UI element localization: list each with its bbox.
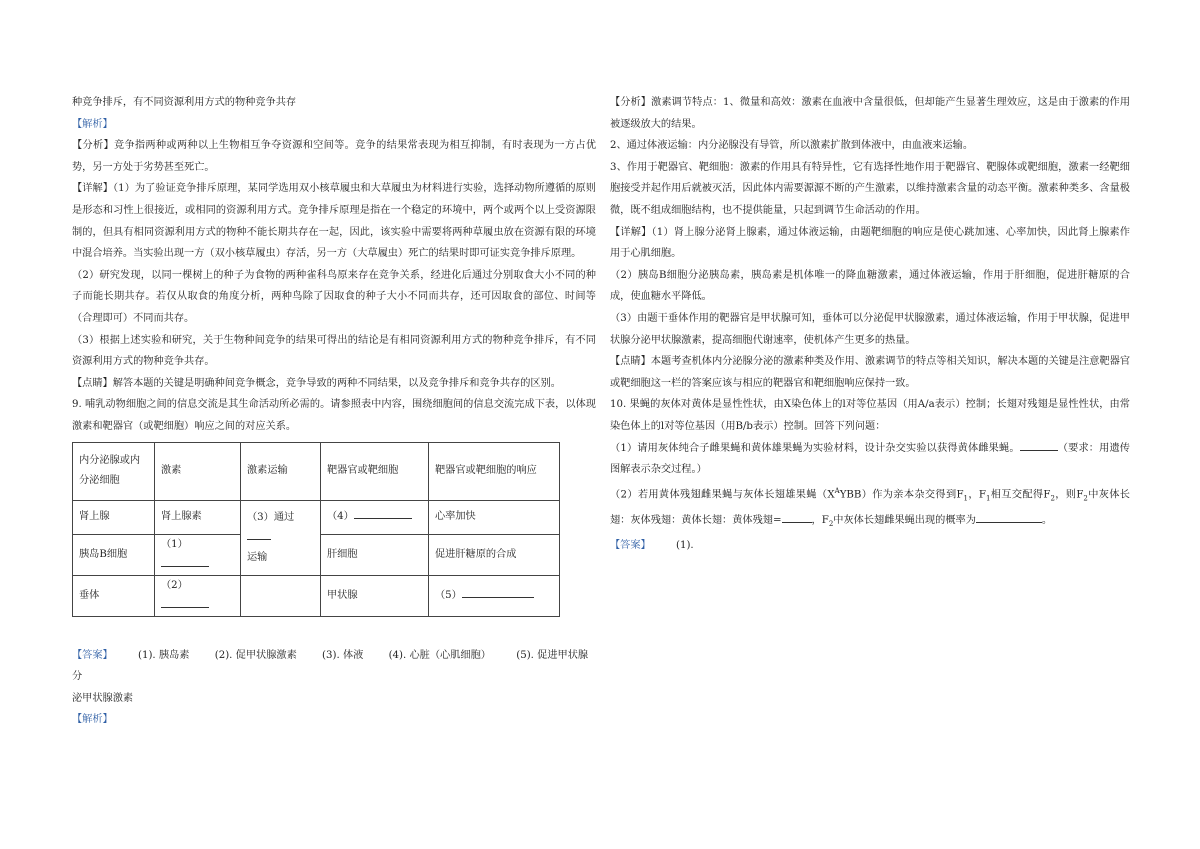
analysis-text: 激素调节特点：1、微量和高效：激素在血液中含量很低，但却能产生显著生理效应，这是由于激素的作用被逐级放大的结果。 [610, 97, 1131, 130]
analysis-paragraph [72, 135, 596, 178]
answer-blank[interactable] [976, 512, 1042, 523]
table-header-cell: 激素运输 [241, 442, 321, 500]
table-cell [241, 575, 321, 616]
superscript: A [834, 486, 840, 495]
right-column [610, 92, 1130, 557]
answer-line [72, 645, 596, 688]
table-cell: 肝细胞 [321, 534, 429, 575]
table-row [73, 500, 560, 534]
hormone-table [72, 442, 560, 617]
detail-paragraph-3: （3）由题干垂体作用的靶器官是甲状腺可知，垂体可以分泌促甲状腺激素，通过体液运输，作用于甲状腺，促进甲状腺分泌甲状腺激素，提高细胞代谢速率，使机体产生更多的热量。 [610, 312, 1130, 346]
answer-tag: 【答案】 [610, 540, 651, 552]
answer-blank[interactable] [247, 529, 271, 540]
subscript: 2 [1083, 494, 1088, 503]
table-cell: 促进肝糖原的合成 [429, 534, 560, 575]
table-cell: 胰岛B细胞 [73, 534, 155, 575]
blank-label: （2） [161, 579, 188, 591]
answer-item: (4). 心脏（心肌细胞） [388, 649, 491, 661]
question-text: （要求：用遗传图解表示杂交过程。） [610, 442, 1130, 476]
tip-paragraph [610, 351, 1130, 394]
blank-label: （1） [161, 538, 188, 550]
tip-text: 本题考查机体内分泌腺分泌的激素种类及作用、激素调节的特点等相关知识，解决本题的关键是注意靶器官或靶细胞这一栏的答案应该与相应的靶器官和靶细胞响应保持一致。 [610, 356, 1131, 389]
analysis-tag: 【分析】 [72, 140, 114, 152]
table-cell [321, 500, 429, 534]
table-cell [429, 575, 560, 616]
left-column [72, 92, 596, 731]
table-cell: 心率加快 [429, 500, 560, 534]
analysis-heading: 【解析】 [72, 118, 113, 130]
question-text: 。 [1041, 514, 1053, 526]
table-header-row [73, 442, 560, 500]
answer-line [610, 535, 1130, 557]
answer-tag: 【答案】 [72, 649, 113, 661]
subscript: 2 [828, 519, 834, 528]
transport-label-2: 运输 [247, 551, 268, 563]
question-10-part-2 [610, 481, 1130, 536]
analysis-tag: 【分析】 [610, 97, 652, 108]
question-text: YBB）作为亲本杂交得到F [839, 489, 964, 501]
answer-item: (1). [676, 540, 694, 552]
detail-text: （1）肾上腺分泌肾上腺素，通过体液运输，由题靶细胞的响应是使心跳加速、心率加快，因此肾上腺素作用于心肌细胞。 [610, 226, 1130, 260]
table-cell: 肾上腺 [73, 500, 155, 534]
answer-blank[interactable] [782, 512, 812, 523]
table-header-cell: 激素 [155, 442, 241, 500]
tip-tag: 【点睛】 [610, 356, 651, 368]
answer-blank[interactable] [161, 597, 209, 608]
detail-text: （1）为了验证竞争排斥原理，某同学选用双小核草履虫和大草履虫为材料进行实验，选择动物所遵循的原则是形态和习性上很接近，或相同的资源利用方式。竞争排斥原理是指在一个稳定的环境中，两个或两个以上受资源限制的，但具有相同资源利用方式的物种不能长期共存在一起，因此，该实验中需要将两种草履虫放在资源有限的环境中混合培养。当实验出现一方（双小核草履虫）存活，另一方（大草履虫）死亡的结果时即可证实竞争排斥原理。 [72, 183, 596, 260]
table-header-cell: 靶器官或靶细胞 [321, 442, 429, 500]
answer-blank[interactable] [161, 556, 209, 567]
answer-item: (3). 体液 [322, 649, 364, 661]
answer-item: (2). 促甲状腺激素 [214, 649, 297, 661]
table-cell-transport [241, 500, 321, 575]
question-10-part-1 [610, 438, 1130, 481]
detail-paragraph-3: （3）根据上述实验和研究，关于生物种间竞争的结果可得出的结论是有相同资源利用方式的物种竞争排斥，有不同资源利用方式的物种竞争共存。 [72, 334, 596, 368]
answer-blank[interactable] [354, 508, 412, 519]
detail-tag: 【详解】 [72, 183, 113, 195]
table-row [73, 575, 560, 616]
table-cell [155, 575, 241, 616]
detail-paragraph-2: （2）研究发现，以同一棵树上的种子为食物的两种雀科鸟原来存在竞争关系，经进化后通过分别取食大小不同的种子而能长期共存。若仅从取食的角度分析，两种鸟除了因取食的种子大小不同而共存，还可因取食的部位、时间等（合理即可）不同而共存。 [72, 269, 596, 324]
detail-paragraph-2: （2）胰岛B细胞分泌胰岛素，胰岛素是机体唯一的降血糖激素，通过体液运输，作用于肝细胞，促进肝糖原的合成，使血糖水平降低。 [610, 269, 1130, 303]
detail-tag: 【详解】 [610, 226, 652, 238]
transport-label: （3）通过 [247, 511, 295, 523]
blank-label: （4） [327, 511, 354, 522]
paragraph: 2、通过体液运输：内分泌腺没有导管，所以激素扩散到体液中，由血液来运输。 [610, 140, 974, 152]
answer-item: (5). 促进甲状腺分 [72, 649, 589, 683]
tip-paragraph [72, 373, 596, 395]
question-text: ，F [968, 489, 986, 501]
answer-tail: 泌甲状腺激素 [72, 692, 134, 704]
analysis-heading-2: 【解析】 [72, 714, 113, 726]
analysis-paragraph [610, 92, 1130, 135]
question-text: ，F [811, 514, 829, 526]
subscript: 1 [985, 494, 991, 503]
table-cell: 肾上腺素 [155, 500, 241, 534]
table-header-cell: 内分泌腺或内分泌细胞 [73, 442, 155, 500]
table-cell: 垂体 [73, 575, 155, 616]
question-text: 相互交配得F [990, 489, 1051, 501]
question-text: 中灰体长翅雌果蝇出现的概率为 [833, 514, 976, 526]
answer-blank[interactable] [1020, 440, 1058, 451]
subscript: 2 [1050, 494, 1055, 503]
question-10: 10. 果蝇的灰体对黄体是显性性状，由X染色体上的l对等位基因（用A/a表示）控制；长翅对残翅是显性性状，由常染色体上的l对等位基因（用B/b表示）控制。回答下列问题： [610, 399, 1130, 432]
answer-item: (1). 胰岛素 [138, 649, 190, 661]
question-text: 中灰体长翅：灰体残翅：黄体长翅：黄体残翅= [610, 489, 1130, 526]
tip-tag: 【点睛】 [72, 377, 113, 389]
detail-paragraph-1 [610, 222, 1130, 265]
question-text: （1）请用灰体纯合子雌果蝇和黄体雄果蝇为实验材料，设计杂交实验以获得黄体雌果蝇。 [610, 442, 1020, 454]
question-9: 9. 哺乳动物细胞之间的信息交流是其生命活动所必需的。请参照表中内容，围绕细胞间的信息交流完成下表，以体现激素和靶器官（或靶细胞）响应之间的对应关系。 [72, 399, 596, 432]
table-cell [155, 534, 241, 575]
paragraph: 3、作用于靶器官、靶细胞：激素的作用具有特异性，它有选择性地作用于靶器官、靶腺体或靶细胞，激素一经靶细胞接受并起作用后就被灭活，因此体内需要源源不断的产生激素，以维持激素含量的动态平衡。激素种类多、含量极微，既不组成细胞结构，也不提供能量，只起到调节生命活动的作用。 [610, 161, 1130, 216]
analysis-text: 竞争指两种或两种以上生物相互争夺资源和空间等。竞争的结果常表现为相互抑制，有时表现为一方占优势，另一方处于劣势甚至死亡。 [72, 140, 597, 173]
table-cell: 甲状腺 [321, 575, 429, 616]
question-text: （2）若用黄体残翅雌果蝇与灰体长翅雄果蝇（X [610, 489, 835, 501]
tip-text: 解答本题的关键是明确种间竞争概念，竞争导致的两种不同结果，以及竞争排斥和竞争共存的区别。 [112, 377, 561, 389]
blank-label: （5） [435, 589, 462, 601]
table-header-cell: 靶器官或靶细胞的响应 [429, 442, 560, 500]
subscript: 1 [963, 494, 969, 503]
detail-paragraph-1 [72, 178, 596, 264]
question-text: ，则F [1054, 489, 1084, 501]
paragraph: 种竞争排斥，有不同资源利用方式的物种竞争共存 [72, 97, 297, 108]
answer-blank[interactable] [462, 587, 534, 598]
